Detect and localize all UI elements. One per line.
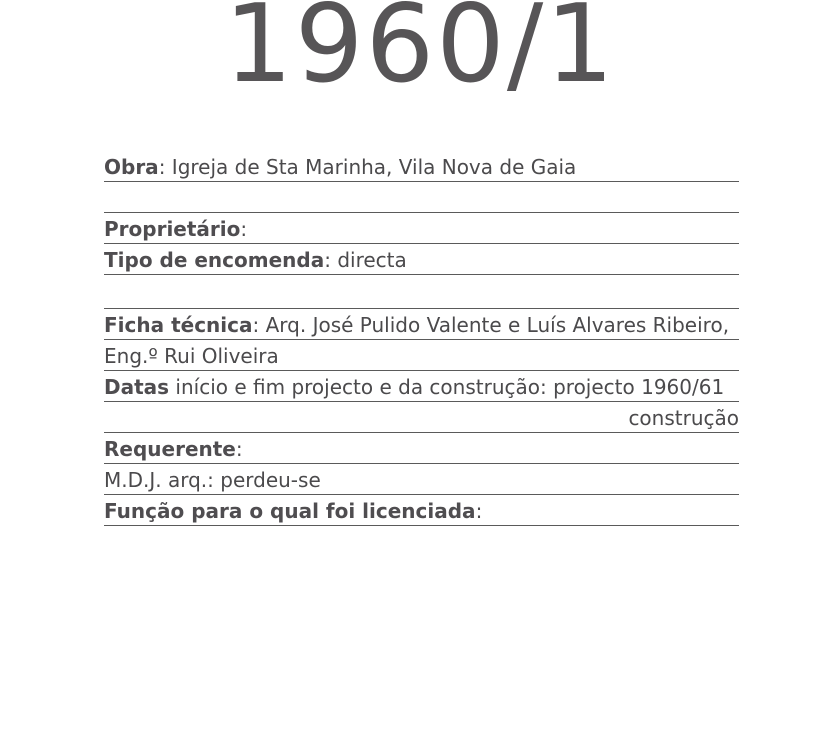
record-sheet (104, 151, 739, 526)
field-ficha-tecnica (104, 309, 739, 340)
field-label: Obra (104, 155, 159, 179)
field-value: Eng.º Rui Oliveira (104, 344, 279, 368)
field-separator: : (158, 155, 172, 179)
field-mdj-arq (104, 464, 739, 495)
blank-line (104, 275, 739, 309)
field-separator: : (240, 217, 248, 241)
field-label: Função para o qual foi licenciada (104, 499, 476, 523)
field-value: M.D.J. arq.: perdeu-se (104, 468, 321, 492)
field-label: Ficha técnica (104, 313, 253, 337)
field-label: Proprietário (104, 217, 241, 241)
field-proprietario (104, 213, 739, 244)
field-separator: : (475, 499, 483, 523)
field-label: Requerente (104, 437, 236, 461)
field-value: directa (337, 248, 407, 272)
field-datas-continued (104, 402, 739, 433)
field-obra (104, 151, 739, 182)
page-title: 1960/1 (224, 0, 616, 107)
field-separator: : (252, 313, 266, 337)
field-separator: : (235, 437, 243, 461)
field-funcao (104, 495, 739, 526)
field-tipo-encomenda (104, 244, 739, 275)
field-value: Arq. José Pulido Valente e Luís Alvares Ribeiro, (265, 313, 730, 337)
blank-line (104, 182, 739, 213)
field-ficha-tecnica-continued (104, 340, 739, 371)
field-requerente (104, 433, 739, 464)
field-value: construção (628, 406, 739, 430)
field-separator: : (324, 248, 338, 272)
field-value: início e fim projecto e da construção: projecto 1960/61 (175, 375, 725, 399)
field-label: Tipo de encomenda (104, 248, 325, 272)
field-value: Igreja de Sta Marinha, Vila Nova de Gaia (171, 155, 577, 179)
field-datas (104, 371, 739, 402)
field-label: Datas (104, 375, 170, 399)
